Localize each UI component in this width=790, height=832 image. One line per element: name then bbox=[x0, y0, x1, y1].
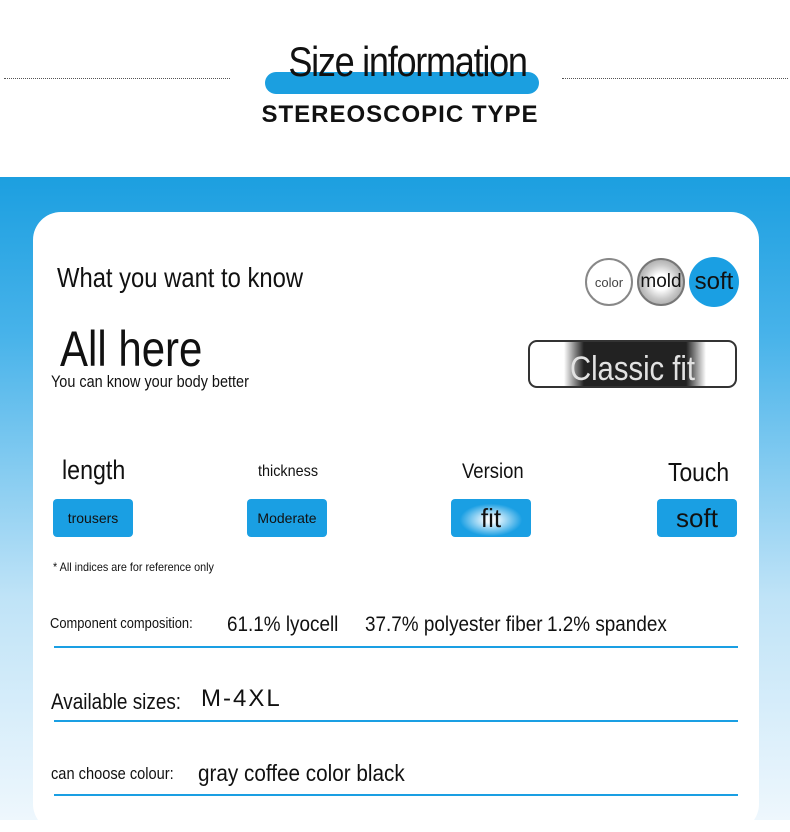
decorative-line-left bbox=[4, 78, 230, 79]
composition-item-spandex: 1.2% spandex bbox=[547, 613, 667, 636]
attribute-value-thickness bbox=[247, 499, 327, 537]
feature-circle-color bbox=[585, 258, 633, 306]
colours-label: can choose colour: bbox=[51, 764, 174, 783]
composition-item-polyester: 37.7% polyester fiber bbox=[365, 613, 543, 636]
attribute-value-label: fit bbox=[480, 502, 502, 533]
sizes-underline bbox=[54, 720, 738, 722]
attribute-label-touch: Touch bbox=[668, 457, 730, 487]
intro-heading: What you want to know bbox=[57, 262, 304, 293]
reference-note-text: All indices are for reference only bbox=[59, 560, 214, 574]
composition-underline bbox=[54, 646, 738, 648]
attribute-value-label: Moderate bbox=[257, 510, 317, 526]
attribute-value-label: trousers bbox=[67, 510, 119, 526]
fit-badge bbox=[528, 340, 737, 388]
attribute-label-thickness: thickness bbox=[258, 463, 319, 480]
feature-circle-soft bbox=[689, 257, 739, 307]
sizes-label: Available sizes: bbox=[51, 689, 182, 714]
colours-value: gray coffee color black bbox=[198, 760, 405, 786]
fit-badge-label: Classic fit bbox=[569, 350, 696, 388]
attribute-label-length: length bbox=[62, 455, 126, 485]
sizes-value: M-4XL bbox=[201, 685, 282, 712]
intro-big-text: All here bbox=[60, 321, 203, 377]
feature-label: color bbox=[594, 274, 624, 290]
attribute-value-version bbox=[451, 499, 531, 537]
attribute-value-label: soft bbox=[676, 502, 718, 533]
colours-underline bbox=[54, 794, 738, 796]
attribute-value-length bbox=[53, 499, 133, 537]
composition-label: Component composition: bbox=[50, 615, 193, 632]
attribute-label-version: Version bbox=[462, 460, 524, 483]
intro-tagline: You can know your body better bbox=[51, 372, 249, 391]
feature-circle-mold bbox=[637, 258, 685, 306]
info-card bbox=[33, 212, 759, 832]
header bbox=[0, 0, 790, 177]
feature-label: mold bbox=[640, 271, 682, 292]
asterisk-icon: * bbox=[53, 560, 58, 574]
page-title: Size information bbox=[288, 38, 527, 85]
decorative-line-right bbox=[562, 78, 788, 79]
page-subtitle: STEREOSCOPIC TYPE bbox=[261, 101, 539, 128]
attribute-value-touch bbox=[657, 499, 737, 537]
composition-item-lyocell: 61.1% lyocell bbox=[227, 613, 339, 636]
feature-label: soft bbox=[694, 268, 734, 295]
reference-note bbox=[53, 560, 214, 574]
